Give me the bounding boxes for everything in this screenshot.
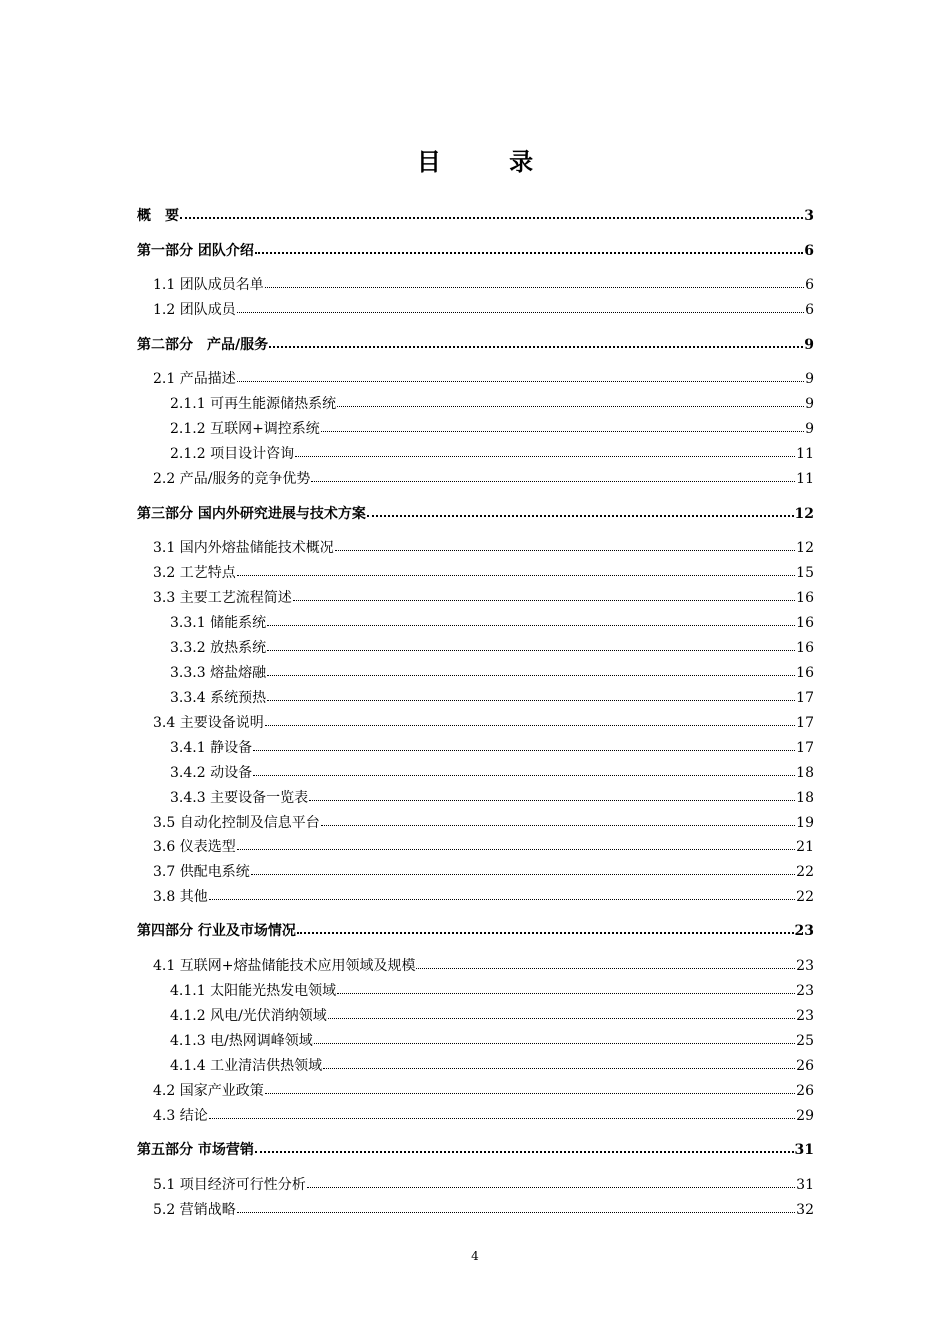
toc-entry[interactable] <box>137 1081 814 1101</box>
toc-entry[interactable] <box>137 538 814 558</box>
toc-entry-label: 2.1 产品描述 <box>153 371 236 387</box>
toc-entry[interactable] <box>137 956 814 976</box>
toc-dot-leader <box>307 1175 795 1189</box>
toc-entry[interactable] <box>137 763 814 783</box>
toc-entry-label: 3.7 供配电系统 <box>153 864 250 880</box>
toc-entry[interactable] <box>137 444 814 464</box>
toc-entry-label: 3.3 主要工艺流程简述 <box>153 590 292 606</box>
toc-dot-leader <box>237 563 795 577</box>
toc-entry-label: 3.8 其他 <box>153 889 208 905</box>
toc-entry[interactable] <box>137 688 814 708</box>
toc-entry[interactable] <box>137 813 814 833</box>
toc-entry-page: 31 <box>794 1142 814 1158</box>
toc-entry[interactable] <box>137 713 814 733</box>
toc-entry-label: 3.4.2 动设备 <box>170 765 253 781</box>
toc-entry-page: 9 <box>804 337 814 353</box>
toc-dot-leader <box>367 504 794 518</box>
toc-dot-leader <box>267 613 795 627</box>
toc-dot-leader <box>267 663 795 677</box>
toc-entry[interactable] <box>137 206 814 226</box>
toc-entry-label: 2.2 产品/服务的竞争优势 <box>153 471 311 487</box>
toc-dot-leader <box>337 394 804 408</box>
toc-dot-leader <box>321 419 804 433</box>
toc-entry[interactable] <box>137 369 814 389</box>
toc-dot-leader <box>328 1006 795 1020</box>
toc-entry-page: 23 <box>796 1008 814 1024</box>
toc-entry-page: 23 <box>796 983 814 999</box>
toc-entry[interactable] <box>137 837 814 857</box>
toc-entry-page: 6 <box>805 302 814 318</box>
toc-dot-leader <box>267 688 795 702</box>
toc-entry-page: 9 <box>805 396 814 412</box>
toc-dot-leader <box>337 981 795 995</box>
toc-entry-label: 5.1 项目经济可行性分析 <box>153 1177 306 1193</box>
toc-entry[interactable] <box>137 788 814 808</box>
toc-entry[interactable] <box>137 638 814 658</box>
toc-entry-page: 11 <box>796 446 814 462</box>
toc-dot-leader <box>237 1200 795 1214</box>
toc-entry-page: 17 <box>796 715 814 731</box>
toc-entry-label: 3.1 国内外熔盐储能技术概况 <box>153 540 334 556</box>
toc-entry[interactable] <box>137 1175 814 1195</box>
toc-entry[interactable] <box>137 1006 814 1026</box>
toc-entry-label: 1.2 团队成员 <box>153 302 236 318</box>
toc-entry[interactable] <box>137 1140 814 1160</box>
toc-dot-leader <box>293 588 795 602</box>
toc-dot-leader <box>335 538 795 552</box>
toc-entry-page: 15 <box>796 565 814 581</box>
toc-entry-page: 21 <box>796 839 814 855</box>
toc-entry-label: 1.1 团队成员名单 <box>153 277 264 293</box>
toc-entry-label: 4.1 互联网+熔盐储能技术应用领域及规模 <box>153 958 416 974</box>
toc-dot-leader <box>237 300 804 314</box>
toc-entry-label: 2.1.2 互联网+调控系统 <box>170 421 320 437</box>
toc-dot-leader <box>265 275 804 289</box>
toc-entry-label: 3.3.1 储能系统 <box>170 615 267 631</box>
toc-entry-label: 3.3.4 系统预热 <box>170 690 267 706</box>
toc-entry-label: 3.5 自动化控制及信息平台 <box>153 815 320 831</box>
toc-dot-leader <box>253 738 795 752</box>
toc-dot-leader <box>297 921 794 935</box>
toc-entry-page: 32 <box>796 1202 814 1218</box>
toc-dot-leader <box>237 837 795 851</box>
toc-entry-page: 9 <box>805 371 814 387</box>
toc-entry-label: 5.2 营销战略 <box>153 1202 236 1218</box>
toc-dot-leader <box>255 1140 794 1154</box>
toc-dot-leader <box>251 862 795 876</box>
toc-entry[interactable] <box>137 275 814 295</box>
toc-entry[interactable] <box>137 921 814 941</box>
toc-entry[interactable] <box>137 300 814 320</box>
toc-entry-label: 3.4.1 静设备 <box>170 740 253 756</box>
toc-entry-label: 3.2 工艺特点 <box>153 565 236 581</box>
toc-dot-leader <box>323 1056 795 1070</box>
toc-entry[interactable] <box>137 1056 814 1076</box>
toc-entry-page: 31 <box>796 1177 814 1193</box>
toc-entry[interactable] <box>137 738 814 758</box>
toc-entry[interactable] <box>137 419 814 439</box>
toc-dot-leader <box>309 788 795 802</box>
toc-entry[interactable] <box>137 335 814 355</box>
toc-entry-label: 第五部分 市场营销 <box>137 1142 254 1158</box>
toc-entry[interactable] <box>137 394 814 414</box>
toc-dot-leader <box>237 369 804 383</box>
toc-entry[interactable] <box>137 1200 814 1220</box>
toc-entry-page: 29 <box>796 1108 814 1124</box>
toc-entry-page: 16 <box>796 615 814 631</box>
toc-entry-label: 4.1.1 太阳能光热发电领域 <box>170 983 337 999</box>
toc-entry-label: 3.3.2 放热系统 <box>170 640 267 656</box>
toc-entry-label: 第三部分 国内外研究进展与技术方案 <box>137 506 366 522</box>
toc-entry-page: 12 <box>794 506 814 522</box>
toc-entry-page: 25 <box>796 1033 814 1049</box>
toc-entry-page: 23 <box>794 923 814 939</box>
toc-entry-label: 3.6 仪表选型 <box>153 839 236 855</box>
toc-entry-page: 12 <box>796 540 814 556</box>
toc-entry-label: 概 要 <box>137 208 179 224</box>
toc-entry[interactable] <box>137 663 814 683</box>
toc-entry[interactable] <box>137 241 814 261</box>
toc-entry-page: 19 <box>796 815 814 831</box>
toc-entry-page: 23 <box>796 958 814 974</box>
toc-entry-page: 18 <box>796 765 814 781</box>
toc-dot-leader <box>321 813 795 827</box>
toc-entry[interactable] <box>137 588 814 608</box>
toc-entry-page: 16 <box>796 640 814 656</box>
toc-entry-page: 17 <box>796 690 814 706</box>
toc-entry[interactable] <box>137 981 814 1001</box>
toc-dot-leader <box>180 206 803 220</box>
page-number: 4 <box>471 1249 479 1263</box>
toc-entry-page: 3 <box>804 208 814 224</box>
toc-entry[interactable] <box>137 887 814 907</box>
toc-entry-label: 4.3 结论 <box>153 1108 208 1124</box>
toc-entry-label: 3.4.3 主要设备一览表 <box>170 790 309 806</box>
toc-entry-label: 2.1.2 项目设计咨询 <box>170 446 295 462</box>
toc-entry-label: 4.1.3 电/热网调峰领域 <box>170 1033 313 1049</box>
toc-entry-page: 16 <box>796 590 814 606</box>
toc-entry[interactable] <box>137 469 814 489</box>
toc-entry[interactable] <box>137 862 814 882</box>
toc-entry-page: 16 <box>796 665 814 681</box>
toc-entry-label: 4.2 国家产业政策 <box>153 1083 264 1099</box>
toc-dot-leader <box>269 335 803 349</box>
toc-entry-label: 2.1.1 可再生能源储热系统 <box>170 396 337 412</box>
toc-entry-page: 6 <box>804 243 814 259</box>
toc-entry-label: 3.4 主要设备说明 <box>153 715 264 731</box>
toc-entry-label: 第二部分 产品/服务 <box>137 337 269 353</box>
toc-entry-label: 4.1.4 工业清洁供热领域 <box>170 1058 323 1074</box>
toc-entry-page: 26 <box>796 1083 814 1099</box>
toc-entry-page: 17 <box>796 740 814 756</box>
toc-entry[interactable] <box>137 1031 814 1051</box>
toc-entry-label: 3.3.3 熔盐熔融 <box>170 665 267 681</box>
toc-dot-leader <box>255 241 803 255</box>
toc-entry[interactable] <box>137 504 814 524</box>
toc-entry[interactable] <box>137 1106 814 1126</box>
toc-entry-label: 第一部分 团队介绍 <box>137 243 254 259</box>
page-title: 目 录 <box>416 147 564 176</box>
toc-entry-page: 22 <box>796 864 814 880</box>
toc-entry[interactable] <box>137 563 814 583</box>
toc-dot-leader <box>209 887 795 901</box>
toc-entry[interactable] <box>137 613 814 633</box>
toc-dot-leader <box>314 1031 795 1045</box>
toc-entry-page: 18 <box>796 790 814 806</box>
toc-entry-label: 第四部分 行业及市场情况 <box>137 923 296 939</box>
toc-dot-leader <box>295 444 795 458</box>
toc-dot-leader <box>265 713 795 727</box>
toc-dot-leader <box>265 1081 795 1095</box>
toc-entry-page: 6 <box>805 277 814 293</box>
toc-entry-label: 4.1.2 风电/光伏消纳领域 <box>170 1008 327 1024</box>
toc-entry-page: 9 <box>805 421 814 437</box>
toc-dot-leader <box>416 956 795 970</box>
toc-entry-page: 26 <box>796 1058 814 1074</box>
toc-dot-leader <box>209 1106 795 1120</box>
toc-dot-leader <box>253 763 795 777</box>
toc-entry-page: 11 <box>796 471 814 487</box>
toc-entry-page: 22 <box>796 889 814 905</box>
toc-dot-leader <box>311 469 795 483</box>
toc-dot-leader <box>267 638 795 652</box>
